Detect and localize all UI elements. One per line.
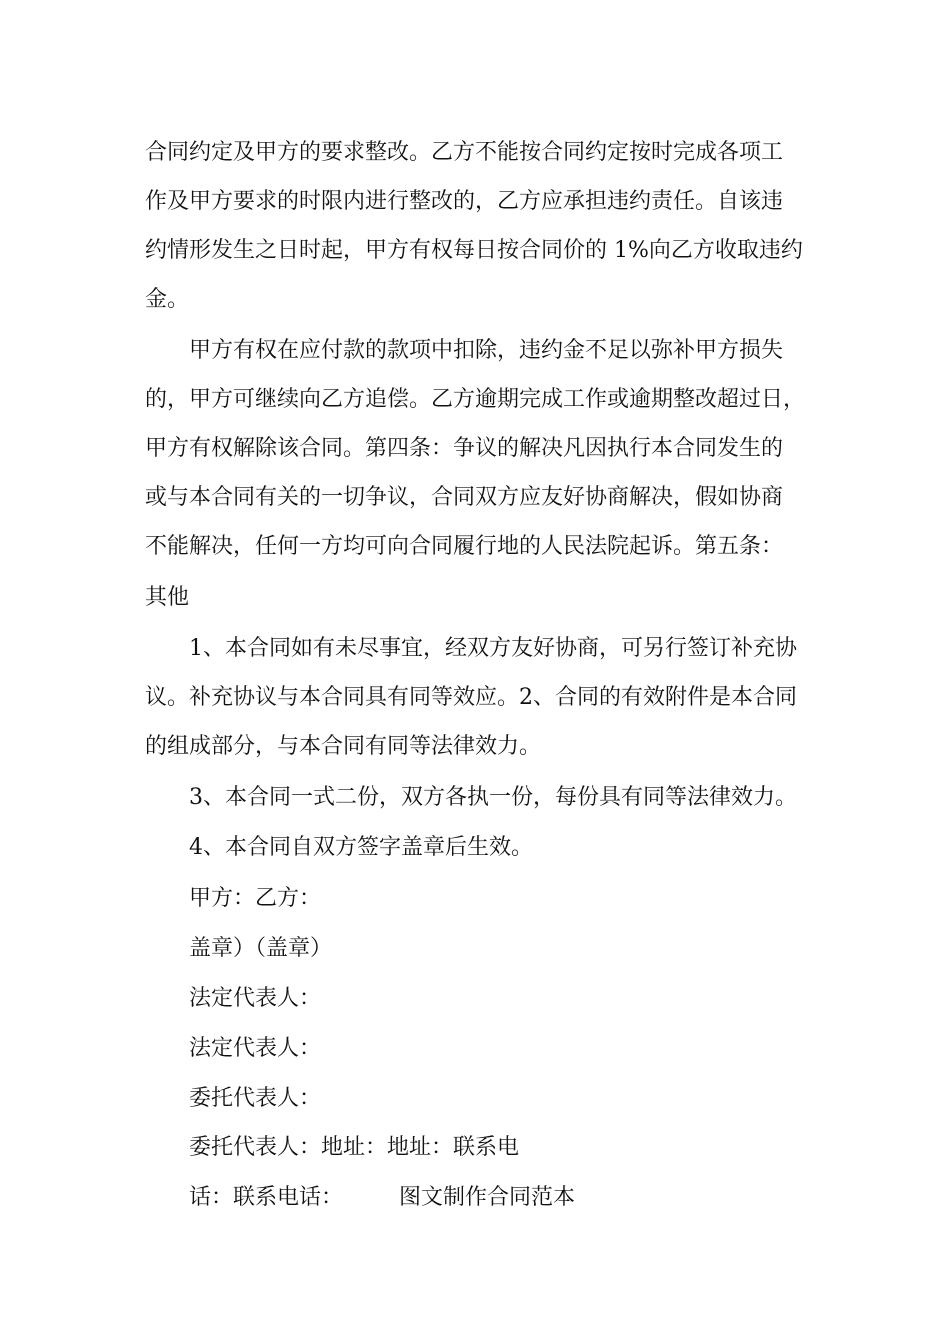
signature-phone: 话：联系电话： <box>189 1185 344 1210</box>
text-line: 议。补充协议与本合同具有同等效应。2、合同的有效附件是本合同 <box>145 685 797 710</box>
text-line: 甲方有权在应付款的款项中扣除，违约金不足以弥补甲方损失 <box>189 338 784 363</box>
text-line: 约情形发生之日时起，甲方有权每日按合同价的 1%向乙方收取违约 <box>145 238 803 263</box>
signature-seal: 盖章）（盖章） <box>189 936 333 961</box>
signature-entrusted-rep: 委托代表人： <box>189 1086 322 1111</box>
text-line: 作及甲方要求的时限内进行整改的，乙方应承担违约责任。自该违 <box>145 189 784 214</box>
text-line: 4、本合同自双方签字盖章后生效。 <box>189 835 533 860</box>
text-line: 甲方有权解除该合同。第四条：争议的解决凡因执行本合同发生的 <box>145 436 784 461</box>
signature-phone-line <box>189 1183 575 1213</box>
signature-parties: 甲方：乙方： <box>189 886 322 911</box>
signature-legal-rep: 法定代表人： <box>189 1036 322 1061</box>
text-line: 1、本合同如有未尽事宜，经双方友好协商，可另行签订补充协 <box>189 636 797 661</box>
text-line: 其他 <box>145 585 190 610</box>
text-line: 不能解决，任何一方均可向合同履行地的人民法院起诉。第五条： <box>145 534 784 559</box>
footer-note: 图文制作合同范本 <box>399 1185 576 1210</box>
text-line: 的，甲方可继续向乙方追偿。乙方逾期完成工作或逾期整改超过日， <box>145 387 806 412</box>
signature-legal-rep: 法定代表人： <box>189 986 322 1011</box>
signature-entrusted-rep-address: 委托代表人：地址：地址：联系电 <box>189 1135 520 1160</box>
text-line: 或与本合同有关的一切争议，合同双方应友好协商解决，假如协商 <box>145 485 784 510</box>
text-line: 3、本合同一式二份，双方各执一份，每份具有同等法律效力。 <box>189 785 797 810</box>
text-line: 合同约定及甲方的要求整改。乙方不能按合同约定按时完成各项工 <box>145 140 784 165</box>
text-line: 的组成部分，与本合同有同等法律效力。 <box>145 734 542 759</box>
text-line: 金。 <box>145 287 190 312</box>
